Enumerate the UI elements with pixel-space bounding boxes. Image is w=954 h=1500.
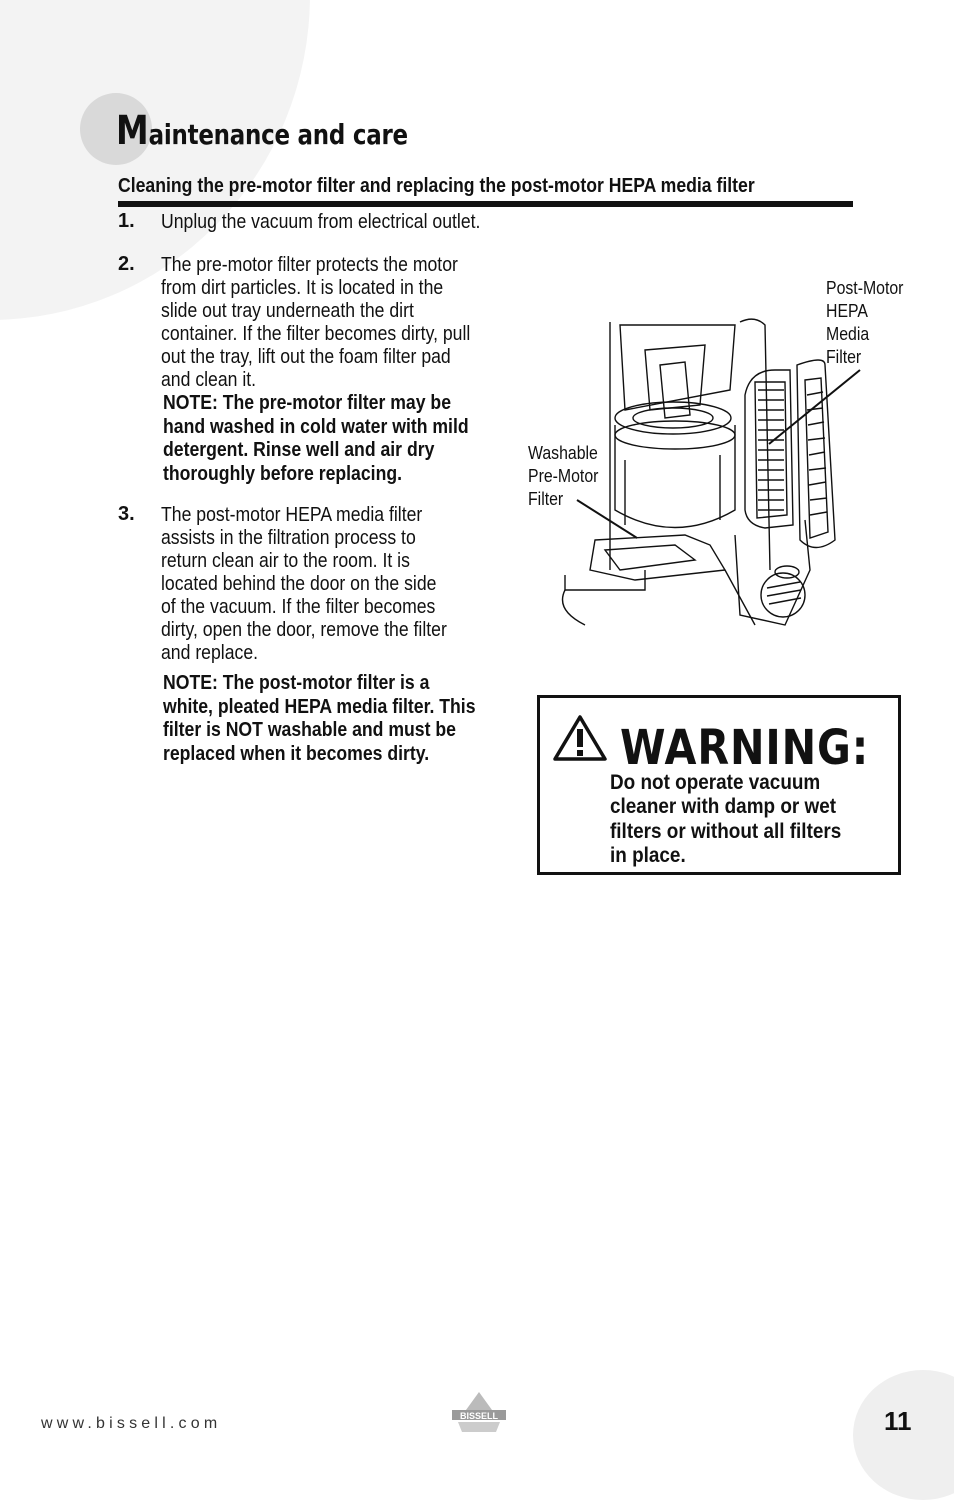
step-3-number: 3. xyxy=(118,503,135,525)
section-rule xyxy=(118,201,853,207)
title-rest: aintenance and care xyxy=(148,118,408,151)
step-3-text: The post-motor HEPA media filter assists in the filtration process to return clean air to the room. It is located behind the door on the side of the vacuum. If the filter becomes dirty, open the door, remove the filter and replace. xyxy=(161,503,447,664)
post-motor-leader-line xyxy=(769,370,860,444)
step-3-note: NOTE: The post-motor filter is a white, pleated HEPA media filter. This filter is NOT washable and must be replaced when it becomes dirty. xyxy=(163,671,476,765)
footer-url: www.bissell.com xyxy=(41,1415,222,1432)
step-2-text: The pre-motor filter protects the motor from dirt particles. It is located in the slide out tray underneath the dirt container. If the filter becomes dirty, pull out the tray, lift out the foam filter pad and clean it. xyxy=(161,253,471,391)
bissell-logo xyxy=(448,1390,510,1436)
title-initial: M xyxy=(116,108,149,154)
post-motor-filter-drawing xyxy=(745,360,835,548)
warning-box xyxy=(537,695,901,875)
logo-text: BISSELL xyxy=(459,1411,499,1421)
post-motor-filter-label: Post-Motor HEPA Media Filter xyxy=(826,278,904,367)
warning-triangle-icon xyxy=(552,714,608,762)
step-1-text: Unplug the vacuum from electrical outlet. xyxy=(161,210,481,233)
step-2-note: NOTE: The pre-motor filter may be hand washed in cold water with mild detergent. Rinse well and air dry thoroughly before replacing. xyxy=(163,391,469,485)
wheel-drawing xyxy=(761,566,805,617)
step-1-number: 1. xyxy=(118,210,135,232)
page-number: 11 xyxy=(884,1406,912,1436)
step-2-number: 2. xyxy=(118,253,135,275)
vacuum-body-drawing xyxy=(563,319,811,625)
warning-title: WARNING: xyxy=(620,720,870,776)
warning-text: Do not operate vacuum cleaner with damp or wet filters or without all filters in place. xyxy=(610,770,842,867)
pre-motor-filter-label: Washable Pre-Motor Filter xyxy=(528,443,599,509)
page-title xyxy=(116,108,408,154)
section-heading: Cleaning the pre-motor filter and replacing the post-motor HEPA media filter xyxy=(118,174,755,197)
